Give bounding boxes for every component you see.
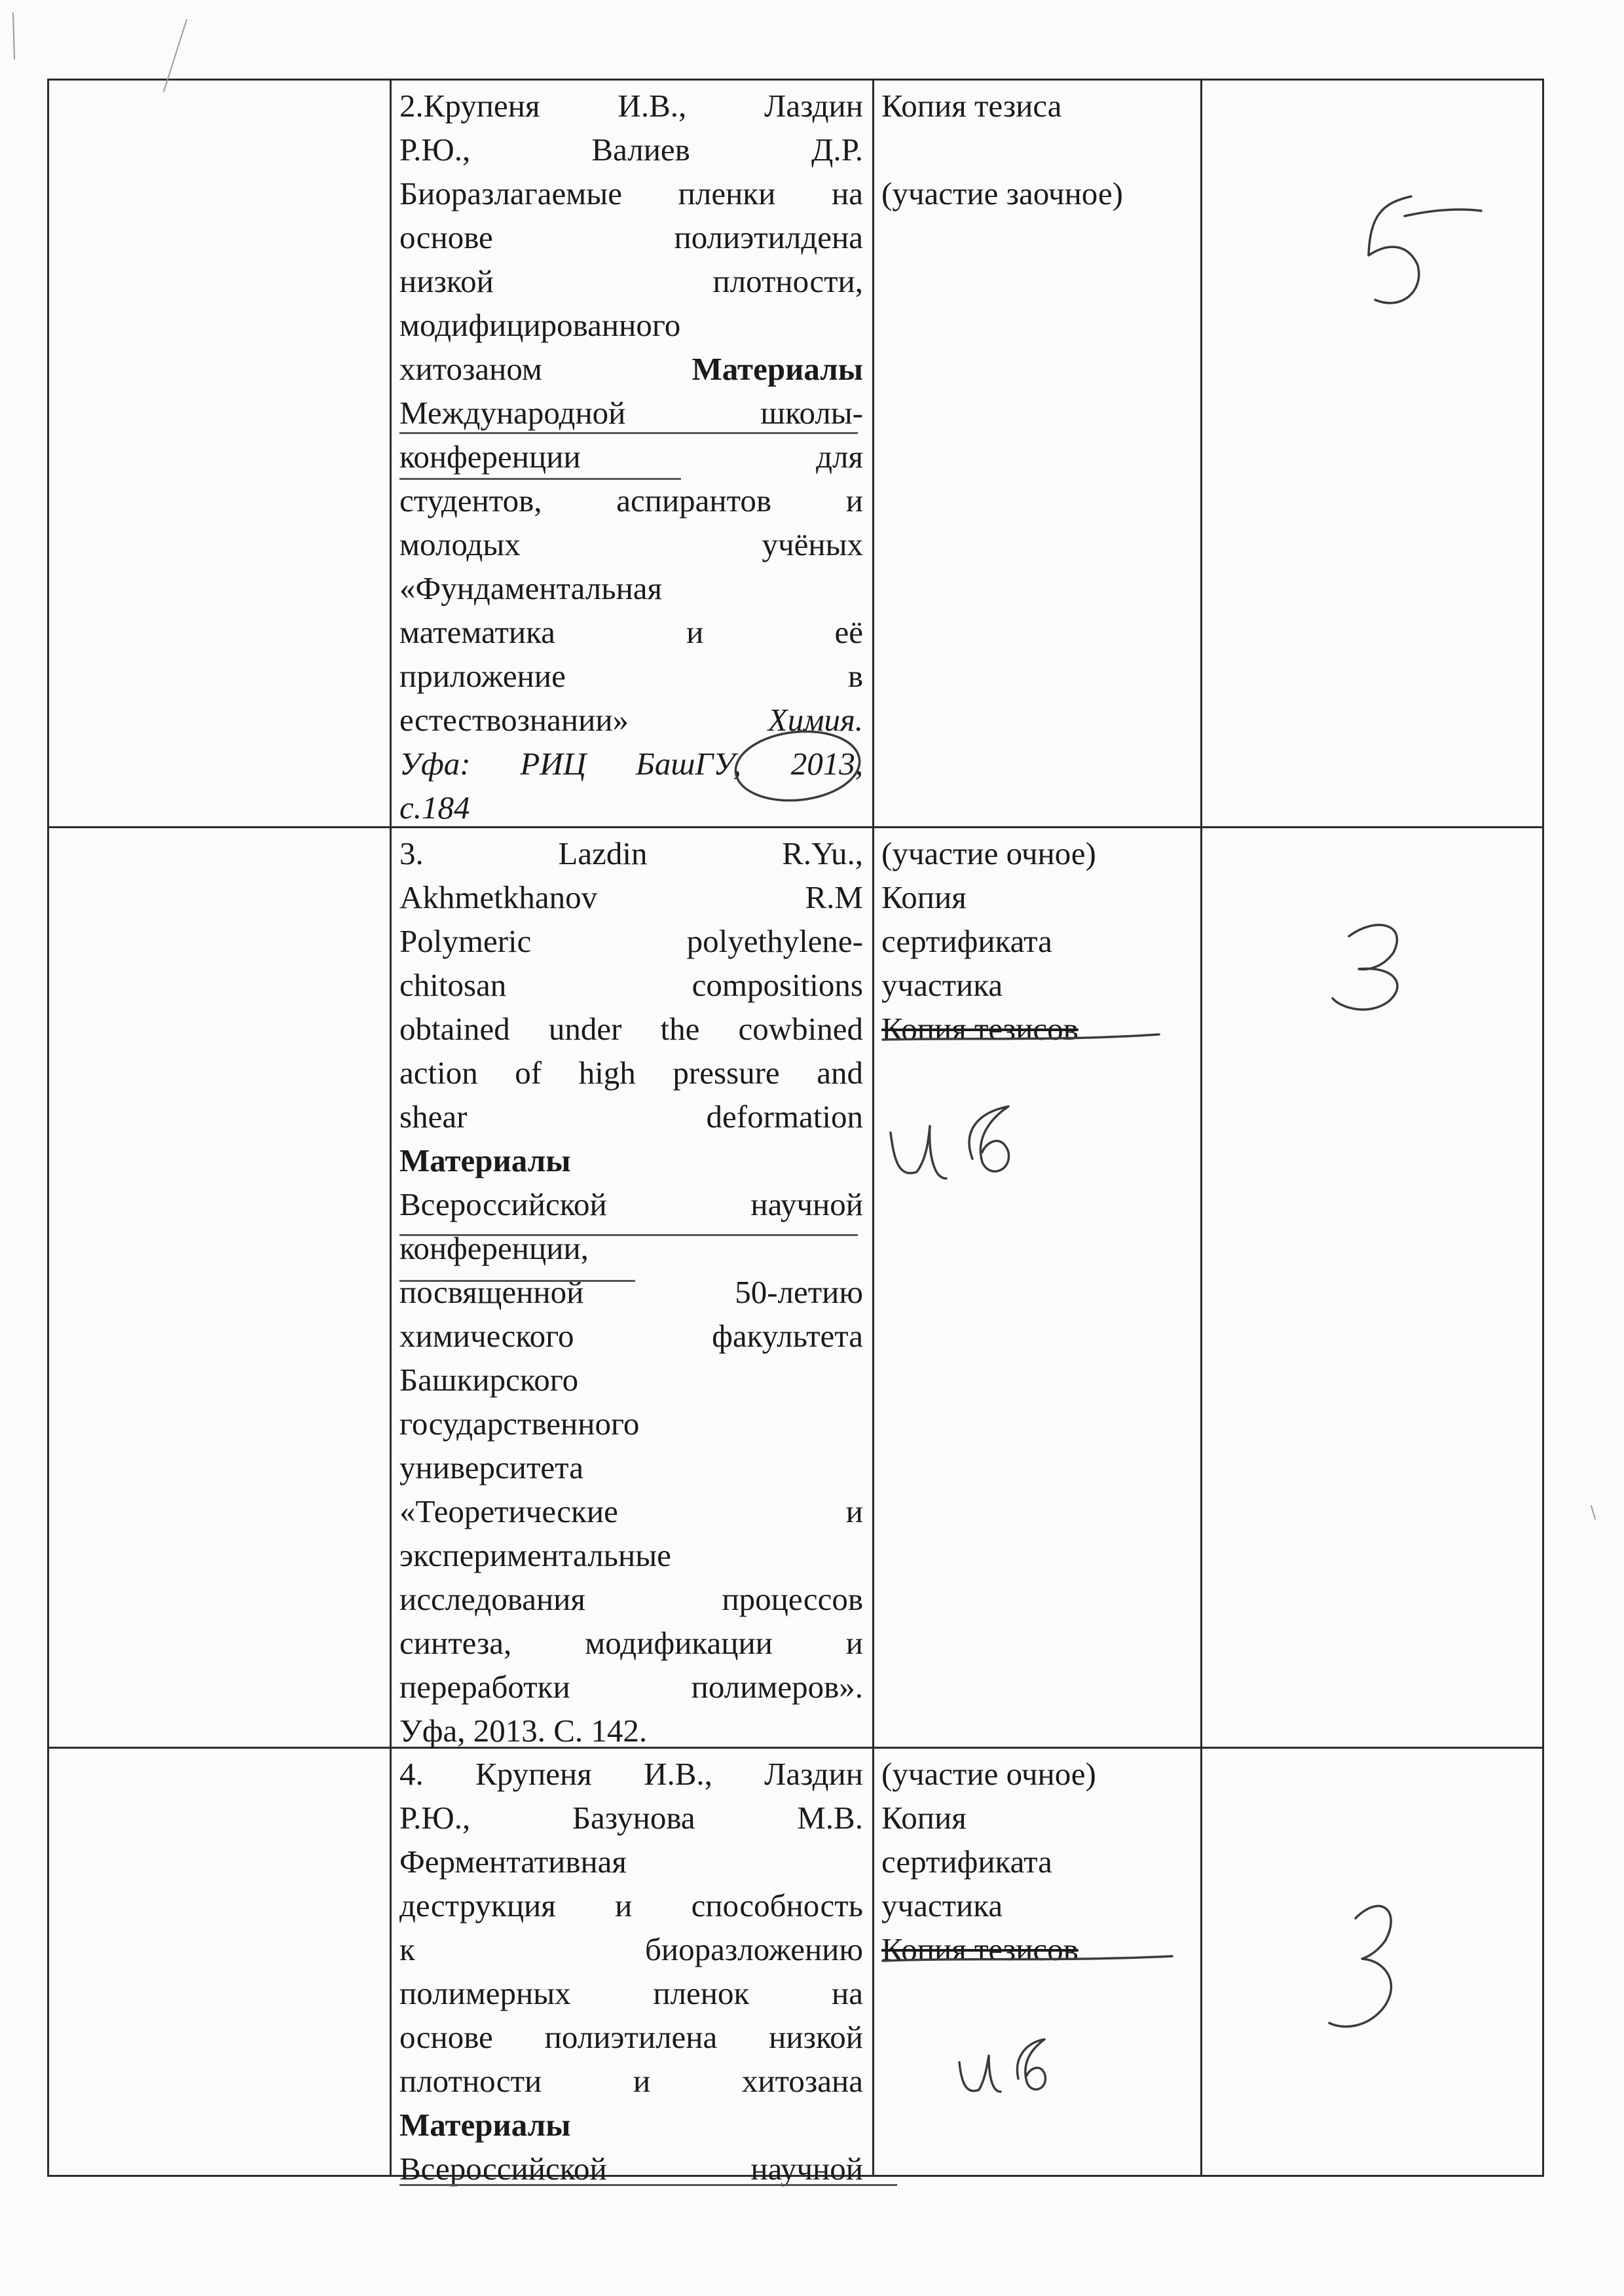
publication-cell-row-3 [399, 831, 863, 1753]
form-line: Копия [881, 1800, 967, 1836]
publication-line: университета [399, 1449, 583, 1485]
publication-line: основе полиэтилена низкой [399, 2019, 863, 2055]
publication-line: chitosan compositions [399, 967, 863, 1003]
publication-line: Всероссийской научной [399, 2151, 863, 2187]
publication-line: конференции, [399, 1230, 589, 1266]
publication-line: синтеза, модификации и [399, 1625, 863, 1661]
publication-line: деструкция и способность [399, 1887, 863, 1923]
handwritten-underline [399, 1234, 858, 1236]
note-ib-mark [891, 1106, 1008, 1178]
materials-label: Материалы [692, 351, 863, 387]
handwritten-underline [399, 1280, 635, 1282]
publication-line: к биоразложению [399, 1931, 863, 1967]
publication-line: obtained under the cowbined [399, 1011, 863, 1047]
materials-label: Материалы [399, 1142, 571, 1178]
form-line: сертификата [881, 923, 1052, 959]
publication-line: Р.Ю., Базунова М.В. [399, 1800, 863, 1836]
publication-line: Башкирского [399, 1362, 579, 1398]
publication-line: Международной школы- [399, 395, 863, 431]
publication-line: «Теоретические и [399, 1493, 863, 1529]
publication-line: низкой плотности, [399, 263, 863, 299]
publication-line: Ферментативная [399, 1844, 627, 1880]
form-line: сертификата [881, 1844, 1052, 1880]
publication-line: студентов, аспирантов и [399, 483, 863, 519]
materials-label: Материалы [399, 2107, 571, 2143]
publication-line: конференции для [399, 439, 863, 475]
form-line: Копия [881, 879, 967, 915]
publication-line: Биоразлагаемые пленки на [399, 175, 863, 211]
publication-text: хитозаном [399, 351, 542, 387]
publication-cell-row-2 [399, 84, 863, 829]
column-border-2 [390, 79, 392, 2177]
publication-line: молодых учёных [399, 526, 863, 562]
publication-line: исследования процессов [399, 1581, 863, 1617]
publication-line: полимерных пленок на [399, 1975, 863, 2011]
form-line: (участие очное) [881, 1756, 1096, 1792]
publication-line: Всероссийской научной [399, 1186, 863, 1222]
form-cell-row-2 [881, 84, 1196, 215]
publication-line: Уфа, 2013. С. 142. [399, 1713, 648, 1749]
form-line-struck: Копия тезисов [881, 1011, 1079, 1047]
form-line: участика [881, 1887, 1003, 1923]
publication-line: 3. Lazdin R.Yu., [399, 835, 863, 871]
publication-line: посвященной 50-летию [399, 1274, 863, 1310]
publication-line: shear deformation [399, 1099, 863, 1135]
publication-line: Уфа: РИЦ БашГУ, 2013, [399, 746, 863, 782]
publication-line: приложение в [399, 658, 863, 694]
column-border-5 [1542, 79, 1544, 2177]
publication-line [399, 347, 863, 391]
publication-line: Р.Ю., Валиев Д.Р. [399, 132, 863, 168]
publication-line: Akhmetkhanov R.M [399, 879, 863, 915]
column-border-4 [1200, 79, 1202, 2177]
form-cell-row-4 [881, 1752, 1196, 1971]
publication-line: переработки полимеров». [399, 1669, 863, 1705]
publication-text: естествознании» [399, 702, 629, 738]
score-3-mark [1329, 1906, 1391, 2026]
score-5-mark [1369, 196, 1481, 303]
table-top-border [47, 79, 1544, 81]
publication-line: экспериментальные [399, 1537, 671, 1573]
publication-line: плотности и хитозана [399, 2063, 863, 2099]
publication-line: химического факультета [399, 1318, 863, 1354]
column-border-1 [47, 79, 49, 2177]
publication-line: 2.Крупеня И.В., Лаздин [399, 88, 863, 124]
publication-line: Polymeric polyethylene- [399, 923, 863, 959]
form-line: участика [881, 967, 1003, 1003]
publication-line: государственного [399, 1406, 640, 1442]
note-ib-mark [959, 2039, 1045, 2092]
form-line: (участие заочное) [881, 175, 1123, 211]
form-line [881, 128, 1196, 172]
column-border-3 [872, 79, 874, 2177]
publication-line [399, 698, 863, 742]
handwritten-underline [399, 432, 858, 434]
handwritten-underline [399, 2184, 897, 2186]
publication-line: 4. Крупеня И.В., Лаздин [399, 1756, 863, 1792]
publication-line: математика и её [399, 614, 863, 650]
publication-line: «Фундаментальная [399, 570, 663, 606]
publication-line: модифицированного [399, 307, 681, 343]
publisher-text: Химия. [767, 702, 863, 738]
score-3-mark [1333, 925, 1397, 1010]
publication-line: action of high pressure and [399, 1055, 863, 1091]
publication-line: с.184 [399, 790, 470, 826]
handwritten-underline [399, 478, 681, 480]
form-line: (участие очное) [881, 835, 1096, 871]
publication-cell-row-4 [399, 1752, 863, 2191]
form-line-struck: Копия тезисов [881, 1931, 1079, 1967]
form-line: Копия тезиса [881, 88, 1062, 124]
form-cell-row-3 [881, 831, 1196, 1051]
publication-line: основе полиэтилдена [399, 219, 863, 255]
